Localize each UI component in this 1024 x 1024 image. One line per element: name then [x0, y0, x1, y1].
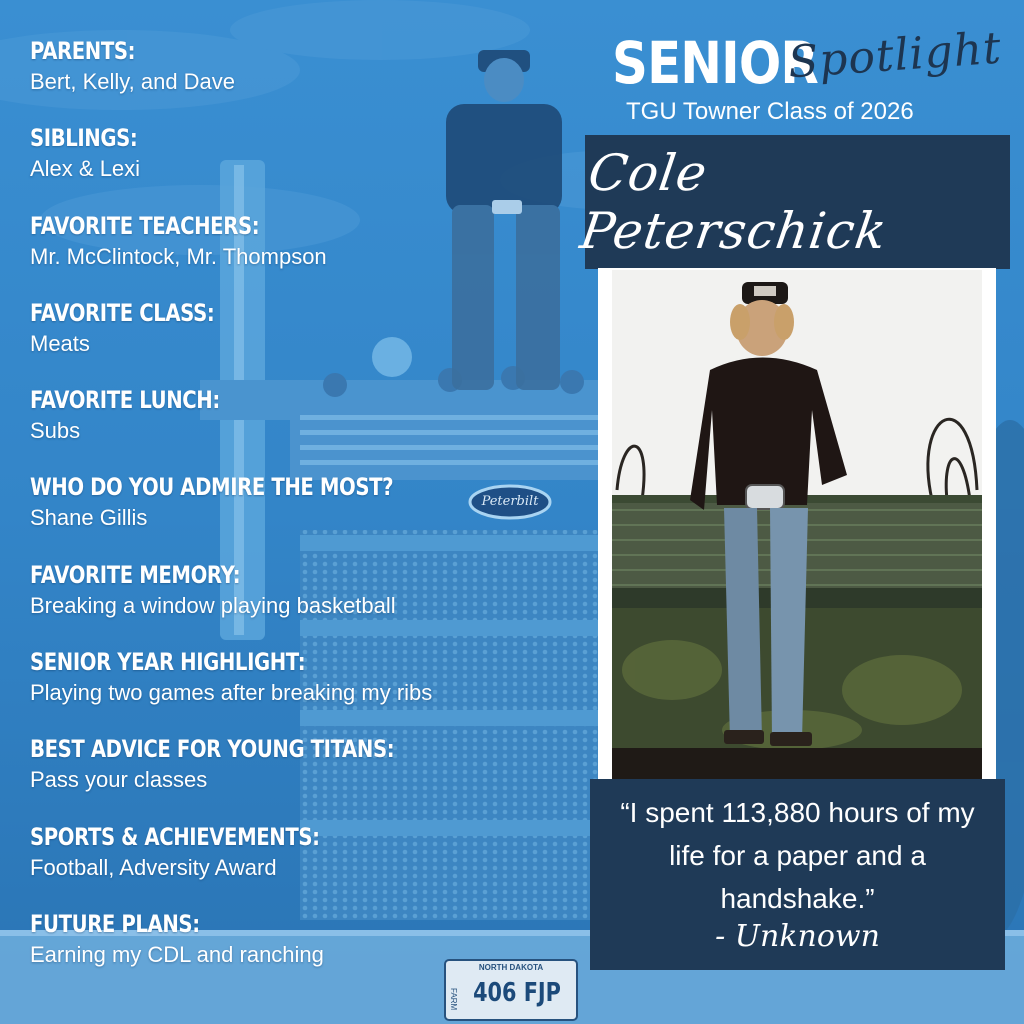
info-item: [30, 647, 590, 734]
info-label: FAVORITE CLASS:: [30, 298, 215, 327]
quote-text: [590, 791, 1005, 920]
info-label: PARENTS:: [30, 37, 136, 65]
info-item: [30, 734, 590, 821]
info-label: SIBLINGS:: [30, 124, 138, 153]
info-item: [30, 123, 590, 210]
info-list: [30, 36, 590, 996]
senior-portrait-photo: [612, 270, 982, 780]
info-item: [30, 472, 590, 559]
info-value: Playing two games after breaking my ribs: [30, 680, 433, 706]
info-label: FAVORITE MEMORY:: [30, 560, 241, 589]
info-label: WHO DO YOU ADMIRE THE MOST?: [30, 473, 394, 502]
info-item: [30, 822, 590, 909]
info-value: Pass your classes: [30, 767, 208, 793]
info-label: SPORTS & ACHIEVEMENTS:: [30, 822, 320, 851]
info-item: [30, 909, 590, 996]
class-of-line: TGU Towner Class of 2026: [626, 98, 914, 125]
name-panel: [576, 135, 1010, 269]
info-value: Breaking a window playing basketball: [30, 592, 396, 618]
plate-number: 406 FJP: [473, 978, 561, 1008]
info-label: FUTURE PLANS:: [30, 909, 200, 938]
info-value: Football, Adversity Award: [30, 854, 277, 880]
plate-side-label: FARM: [449, 988, 458, 1011]
info-value: Subs: [30, 418, 81, 444]
info-item: [30, 298, 590, 385]
info-label: SENIOR YEAR HIGHLIGHT:: [30, 648, 306, 677]
info-label: FAVORITE LUNCH:: [30, 386, 220, 415]
info-value: Bert, Kelly, and Dave: [30, 69, 236, 94]
quote-panel: [590, 779, 1005, 970]
info-item: [30, 36, 590, 123]
quote-line: life for a paper and a: [669, 840, 926, 871]
info-value: Mr. McClintock, Mr. Thompson: [30, 243, 327, 269]
quote-author: - Unknown: [715, 919, 880, 954]
info-value: Shane Gillis: [30, 505, 148, 531]
info-item: [30, 385, 590, 472]
info-value: Earning my CDL and ranching: [30, 941, 324, 967]
student-name: Cole Peterschick: [576, 144, 891, 260]
info-item: [30, 560, 590, 647]
header-senior: SENIOR: [612, 29, 818, 97]
header-spotlight: Spotlight: [786, 22, 1004, 89]
quote-line: handshake.”: [720, 883, 875, 914]
truck-badge: Peterbilt: [481, 494, 539, 509]
info-label: FAVORITE TEACHERS:: [30, 211, 260, 240]
info-label: BEST ADVICE FOR YOUNG TITANS:: [30, 735, 395, 764]
info-item: [30, 211, 590, 298]
plate-state: NORTH DAKOTA: [478, 963, 544, 972]
info-value: Alex & Lexi: [30, 156, 141, 182]
quote-line: “I spent 113,880 hours of my: [620, 797, 975, 828]
info-value: Meats: [30, 330, 90, 356]
